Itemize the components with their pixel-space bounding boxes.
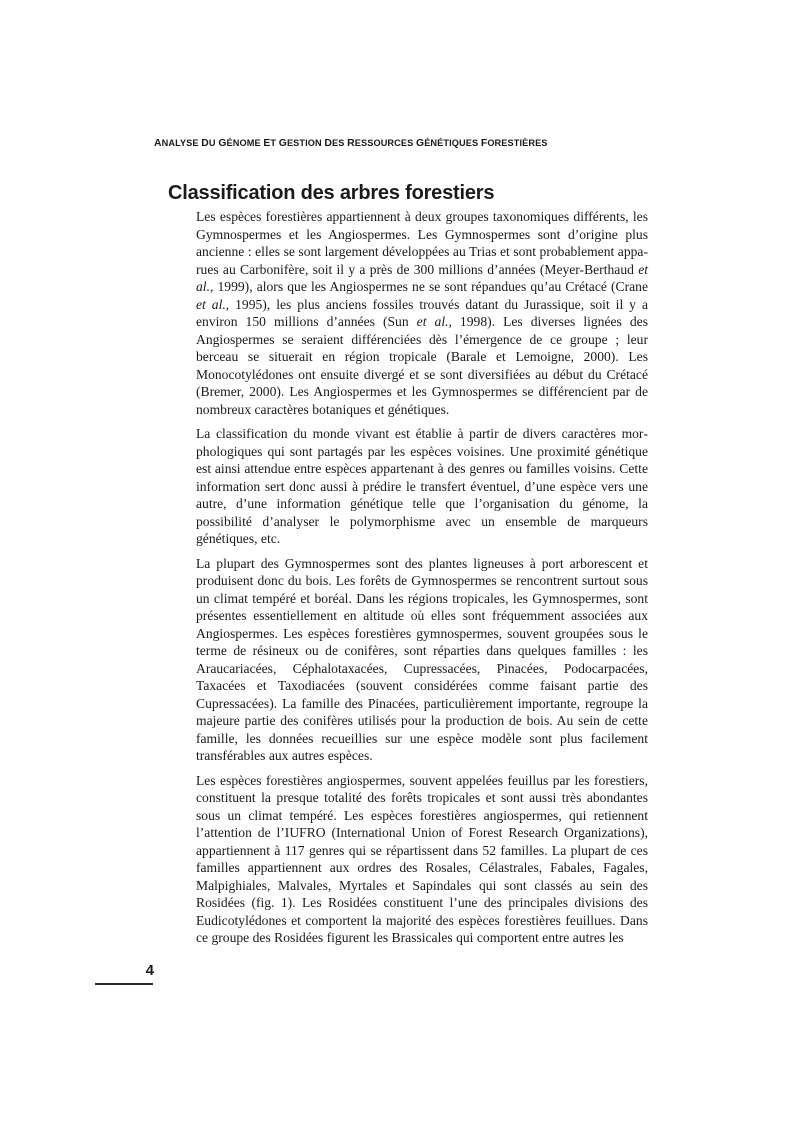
citation-et-al: et al. — [416, 314, 449, 329]
section-title: Classification des arbres forestiers — [168, 182, 495, 204]
paragraph — [196, 425, 648, 548]
paragraph-text: Les espèces forestières appartiennent à deux groupes taxonomiques différents, les Gymnospermes et les Angiospermes. Les Gymnospermes sont d’origine plus ancienne : elles se sont largement développées au Trias et sont probablement apparues au Carbonifère, soit il y a près de 300 millions d’années (Meyer-Berthaud — [196, 209, 648, 277]
paragraph-text: La classification du monde vivant est établie à partir de divers caractères morphologiques qui sont partagés par les espèces voisines. Une proximité génétique est ainsi attendue entre espèces appartenant à des genres ou familles voisins. Cette information sert donc aussi à prédire le transfert éventuel, d’une espèce vers une autre, d’une information génétique telle que l’organisation du génome, la possibilité d’analyser le polymorphisme avec un ensemble de marqueurs génétiques, etc. — [196, 426, 648, 546]
paragraph — [196, 555, 648, 765]
footer-rule — [95, 983, 153, 985]
paragraph-text: , 1998). Les diverses lignées des Angiospermes se seraient différenciées dès l’émergence de ce groupe ; leur berceau se situerait en région tropicale (Barale et Lemoigne, 2000). Les Monocotylédones ont ensuite divergé et se sont diversifiées au début du Crétacé (Bremer, 2000). Les Angiospermes et les Gymnospermes se différencient par de nombreux caractères botaniques et génétiques. — [196, 314, 648, 417]
paragraph-text: , 1995), les plus anciens fossiles trouvés datant du Jurassique, soit il y a environ 150 millions d’années (Sun — [196, 296, 648, 329]
running-header: ANALYSE DU GÉNOME ET GESTION DES RESSOURCES GÉNÉTIQUES FORESTIÈRES — [154, 138, 548, 149]
paragraph-text: Les espèces forestières angiospermes, souvent appelées feuillus par les forestiers, constituent la presque totalité des forêts tropicales et sont aussi très abondantes sous un climat tempéré. Les espèces forestières angiospermes, qui retiennent l’attention de l’IUFRO (International Union of Forest Research Organizations), appartiennent à 117 genres qui se répartissent dans 52 familles. La plupart de ces familles appartiennent aux ordres des Rosales, Célastrales, Fabales, Fagales, Malpighiales, Malvales, Myrtales et Sapindales qui sont classés au sein des Rosidées (fig. 1). Les Rosidées constituent l’une des principales divisions des Eudicotylédones et comportent la majorité des espèces forestières feuillues. Dans ce groupe des Rosidées figurent les Brassicales qui comportent entre autres les — [196, 772, 648, 945]
citation-et-al: et al. — [196, 261, 648, 294]
paragraph — [196, 772, 648, 947]
paragraph-text: , 1999), alors que les Angiospermes ne se sont répandues qu’au Crétacé (Crane — [209, 279, 648, 294]
paragraph-text: La plupart des Gymnospermes sont des plantes ligneuses à port arborescent et produisent donc du bois. Les forêts de Gymnospermes se rencontrent surtout sous un climat tempéré et boréal. Dans les régions tropicales, les Gymnospermes, sont présentes essentiellement en altitude où elles sont fréquemment associées aux Angiospermes. Les espèces forestières gymnospermes, souvent groupées sous le terme de résineux ou de conifères, sont réparties dans quelques familles : les Araucariacées, Céphalotaxacées, Cupressacées, Pinacées, Podocarpacées, Taxacées et Taxodiacées (souvent considérées comme faisant partie des Cupressacées). La famille des Pinacées, particulièrement importante, regroupe la majeure partie des conifères utilisés pour la production de bois. Au sein de cette famille, les données recueillies sur une espèce modèle sont plus facilement transférables aux autres espèces. — [196, 555, 648, 763]
body-text — [196, 208, 648, 954]
paragraph — [196, 208, 648, 418]
page-number: 4 — [145, 962, 154, 979]
citation-et-al: et al. — [196, 296, 226, 312]
